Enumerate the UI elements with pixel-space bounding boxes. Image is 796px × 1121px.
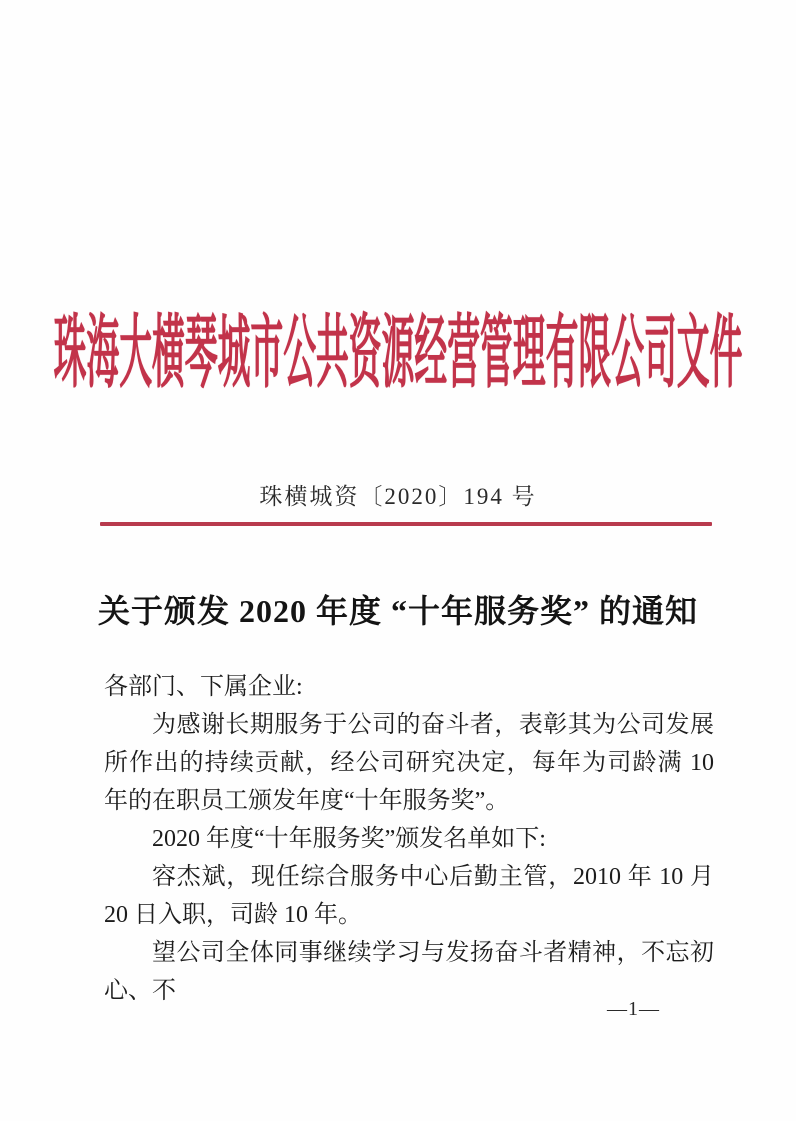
body-paragraph-4: 望公司全体同事继续学习与发扬奋斗者精神，不忘初心、不 [104, 940, 714, 1004]
page-number: —1— [607, 998, 660, 1020]
org-title: 珠海大横琴城市公共资源经营管理有限公司文件 [53, 309, 743, 398]
document-title: 关于颁发 2020 年度 “十年服务奖” 的通知 [97, 593, 698, 629]
doc-reference-number: 珠横城资〔2020〕194 号 [259, 484, 537, 509]
body-paragraph-2: 2020 年度“十年服务奖”颁发名单如下: [152, 826, 546, 852]
letterhead [0, 299, 796, 398]
salutation: 各部门、下属企业: [104, 674, 303, 700]
body-paragraph-1: 为感谢长期服务于公司的奋斗者，表彰其为公司发展所作出的持续贡献，经公司研究决定，每年为司龄满 10 年的在职员工颁发年度“十年服务奖”。 [104, 712, 714, 814]
red-divider-line [100, 522, 712, 526]
body-paragraph-3: 容杰斌，现任综合服务中心后勤主管，2010 年 10 月 20 日入职，司龄 10 年。 [104, 864, 714, 928]
document-body [104, 668, 714, 1010]
